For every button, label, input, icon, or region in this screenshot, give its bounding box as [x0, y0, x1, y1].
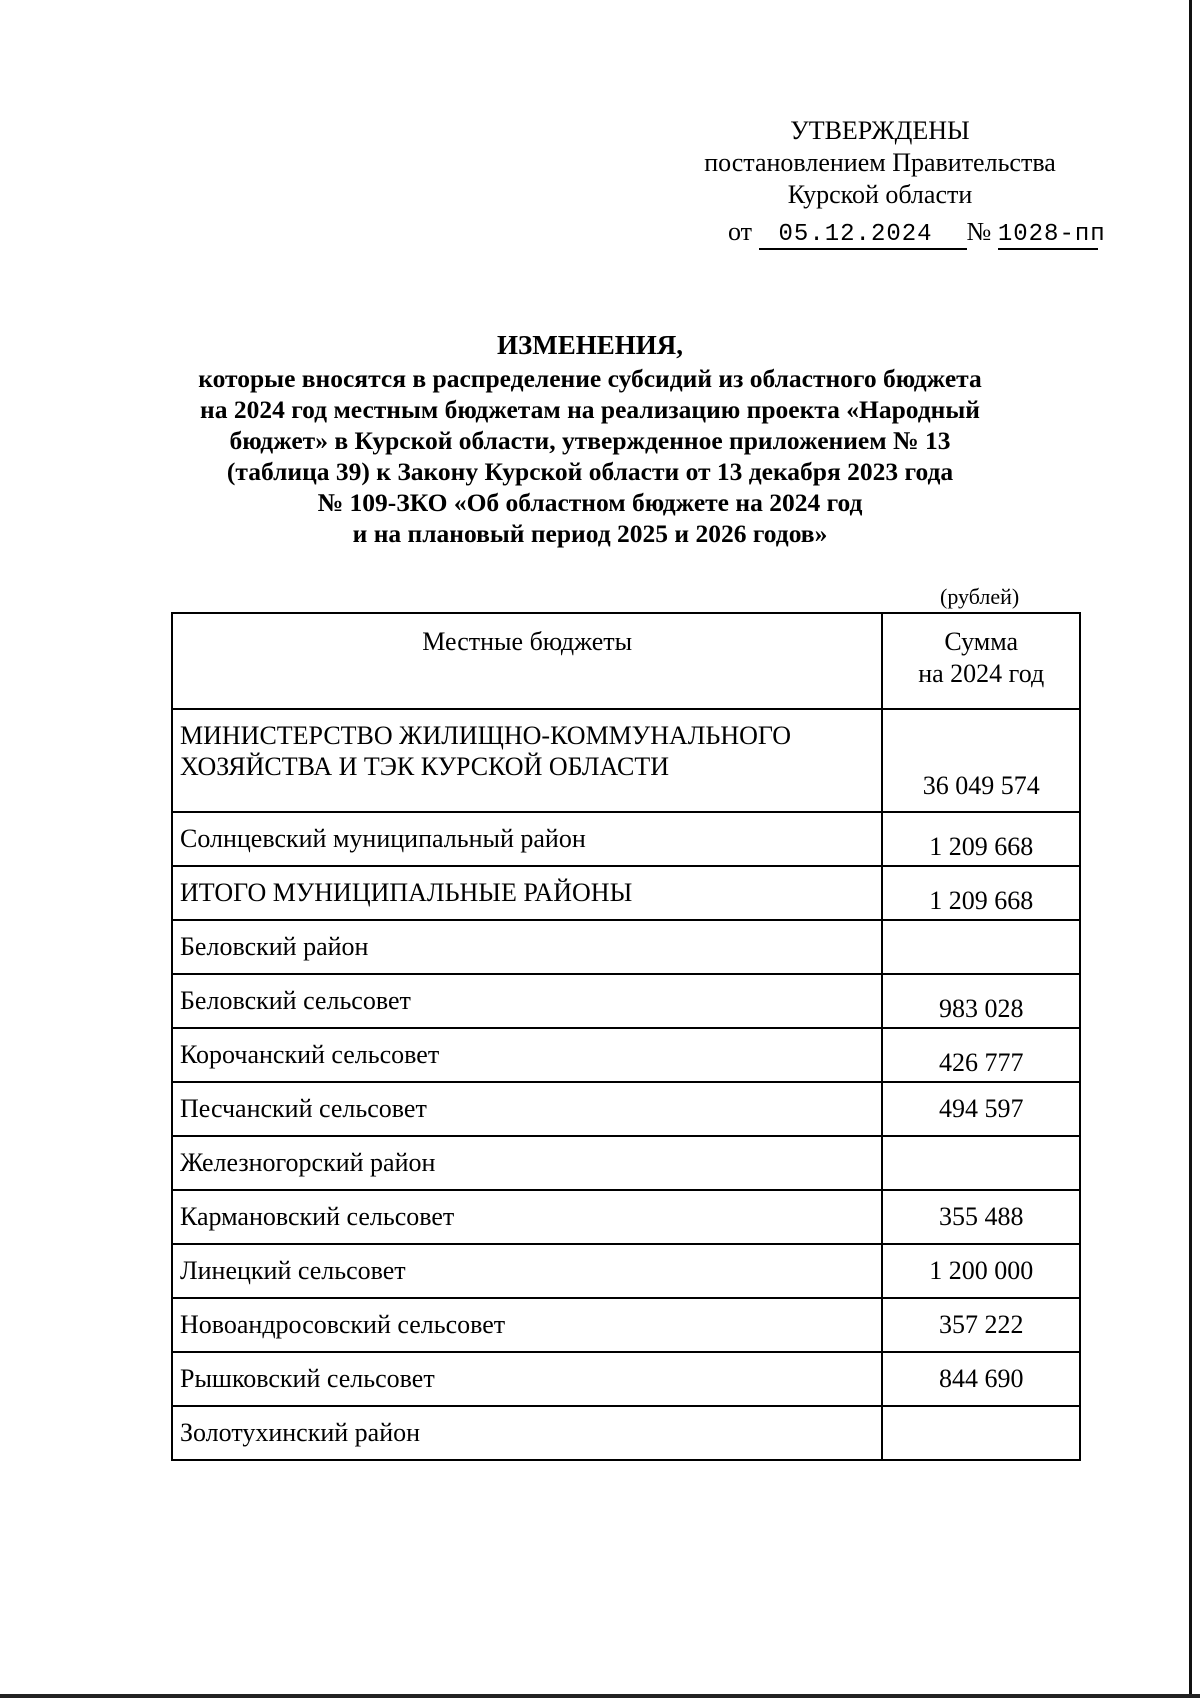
approval-date: 05.12.2024	[759, 222, 967, 250]
title-line: и на плановый период 2025 и 2026 годов»	[352, 519, 828, 548]
table-row	[172, 866, 1080, 920]
header-local-budgets	[172, 613, 882, 709]
header-local-budgets-label: Местные бюджеты	[422, 627, 633, 656]
approval-title: УТВЕРЖДЕНЫ	[790, 116, 970, 145]
header-sum	[882, 613, 1080, 709]
row-name-line1: МИНИСТЕРСТВО ЖИЛИЩНО-КОММУНАЛЬНОГО	[180, 721, 792, 750]
table-row	[172, 1406, 1080, 1460]
header-sum-line2: на 2024 год	[918, 659, 1045, 688]
row-name: ИТОГО МУНИЦИПАЛЬНЫЕ РАЙОНЫ	[172, 866, 882, 920]
budget-table	[171, 612, 1081, 1461]
row-name: Корочанский сельсовет	[172, 1028, 882, 1082]
row-name: Песчанский сельсовет	[172, 1082, 882, 1136]
title-line: на 2024 год местным бюджетам на реализацию проекта «Народный	[200, 395, 980, 424]
units-label: (рублей)	[940, 584, 1020, 609]
table-row	[172, 1244, 1080, 1298]
row-sum: 844 690	[882, 1352, 1080, 1406]
row-sum: 426 777	[882, 1028, 1080, 1082]
approval-by: постановлением Правительства	[704, 148, 1056, 177]
row-name	[172, 709, 882, 812]
row-sum: 1 200 000	[882, 1244, 1080, 1298]
approval-number: 1028-пп	[997, 221, 1106, 248]
document-title	[140, 330, 1040, 549]
header-sum-line1: Сумма	[944, 627, 1019, 656]
row-name: Беловский район	[172, 920, 882, 974]
table-row	[172, 1190, 1080, 1244]
row-name: Солнцевский муниципальный район	[172, 812, 882, 866]
approval-number-label: №	[966, 217, 992, 246]
title-line: которые вносятся в распределение субсидий из областного бюджета	[198, 364, 982, 393]
row-name: Кармановский сельсовет	[172, 1190, 882, 1244]
row-name: Рышковский сельсовет	[172, 1352, 882, 1406]
row-name: Золотухинский район	[172, 1406, 882, 1460]
row-name: Железногорский район	[172, 1136, 882, 1190]
table-row	[172, 1082, 1080, 1136]
title-line: № 109-ЗКО «Об областном бюджете на 2024 год	[317, 488, 863, 517]
row-name: Линецкий сельсовет	[172, 1244, 882, 1298]
approval-date-line	[728, 216, 1106, 250]
table-row	[172, 1352, 1080, 1406]
table-header-row	[172, 613, 1080, 709]
title-line: (таблица 39) к Закону Курской области от 13 декабря 2023 года	[226, 457, 954, 486]
row-sum: 1 209 668	[882, 866, 1080, 920]
row-sum	[882, 1136, 1080, 1190]
page-edge-bottom	[0, 1694, 1200, 1698]
title-heading: ИЗМЕНЕНИЯ,	[496, 330, 683, 360]
row-sum: 983 028	[882, 974, 1080, 1028]
approval-block	[640, 115, 1106, 248]
table-row	[172, 812, 1080, 866]
row-sum: 357 222	[882, 1298, 1080, 1352]
approval-from-label: от	[728, 217, 753, 246]
approval-region: Курской области	[787, 180, 973, 209]
title-line: бюджет» в Курской области, утвержденное приложением № 13	[229, 426, 951, 455]
row-sum: 1 209 668	[882, 812, 1080, 866]
table-row	[172, 1136, 1080, 1190]
row-name: Беловский сельсовет	[172, 974, 882, 1028]
row-name: Новоандросовский сельсовет	[172, 1298, 882, 1352]
row-sum: 355 488	[882, 1190, 1080, 1244]
row-sum: 36 049 574	[882, 709, 1080, 812]
table-row	[172, 709, 1080, 812]
table-row	[172, 920, 1080, 974]
table-row	[172, 1298, 1080, 1352]
row-name-line2: ХОЗЯЙСТВА И ТЭК КУРСКОЙ ОБЛАСТИ	[180, 752, 670, 781]
row-sum	[882, 1406, 1080, 1460]
table-row	[172, 1028, 1080, 1082]
row-sum	[882, 920, 1080, 974]
page-edge-right	[1189, 0, 1192, 1698]
table-row	[172, 974, 1080, 1028]
row-sum: 494 597	[882, 1082, 1080, 1136]
